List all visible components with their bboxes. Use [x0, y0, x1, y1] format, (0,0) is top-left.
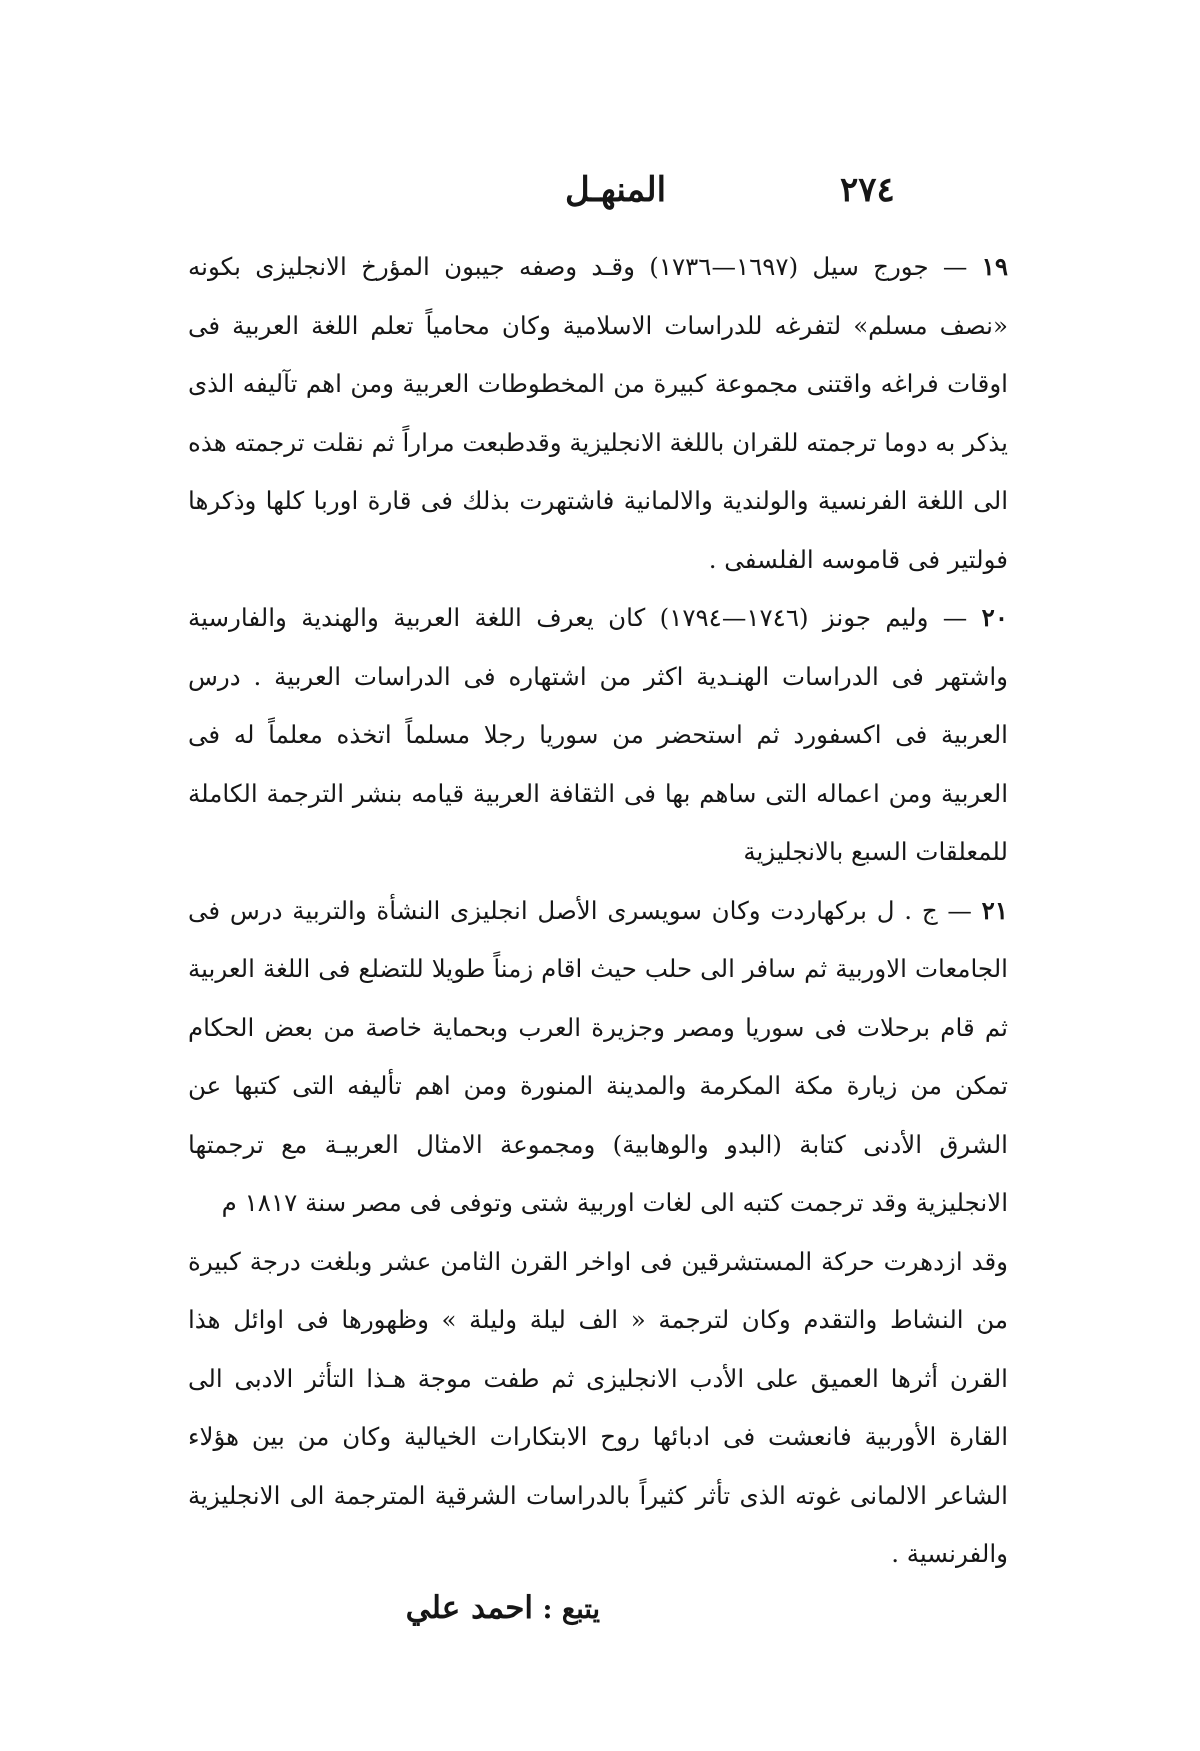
signature-line [300, 1590, 600, 1626]
entry-19 [188, 238, 1008, 589]
closing-paragraph: وقد ازدهرت حركة المستشرقين فى اواخر القرن الثامن عشر وبلغت درجة كبيرة من النشاط والتقدم وكان لترجمة « الف ليلة وليلة » وظهورها فى اوائل هذا القرن أثرها العميق على الأدب الانجليزى ثم طفت موجة هـذا التأثر الادبى الى القارة الأوربية فانعشت فى ادبائها روح الابتكارات الخيالية وكان من بين هؤلاء الشاعر الالمانى غوته الذى تأثر كثيراً بالدراسات الشرقية المترجمة الى الانجليزية والفرنسية . [188, 1246, 1008, 1568]
author-name: احمد علي [405, 1590, 534, 1626]
entry-text: — ج . ل بركهاردت وكان سويسرى الأصل انجليزى النشأة والتربية درس فى الجامعات الاوربية ثم سافر الى حلب حيث اقام زمناً طويلا للتضلع فى اللغة العربية ثم قام برحلات فى سوريا ومصر وجزيرة العرب وبحماية خاصة من بعض الحكام تمكن من زيارة مكة المكرمة والمدينة المنورة ومن اهم تأليفه التى كتبها عن الشرق الأدنى كتابة (البدو والوهابية) ومجموعة الامثال العربيـة مع ترجمتها الانجليزية وقد ترجمت كتبه الى لغات اوربية شتى وتوفى فى مصر سنة ١٨١٧ م [188, 895, 1008, 1217]
entry-text: — وليم جونز (١٧٤٦—١٧٩٤) كان يعرف اللغة العربية والهندية والفارسية واشتهر فى الدراسات الهنـدية اكثر من اشتهاره فى الدراسات العربية . درس العربية فى اكسفورد ثم استحضر من سوريا رجلا مسلماً اتخذه معلماً له فى العربية ومن اعماله التى ساهم بها فى الثقافة العربية قيامه بنشر الترجمة الكاملة للمعلقات السبع بالانجليزية [188, 603, 1008, 866]
entry-number: ١٩ [981, 252, 1008, 281]
entry-text: — جورج سيل (١٦٩٧—١٧٣٦) وقـد وصفه جيبون المؤرخ الانجليزى بكونه «نصف مسلم» لتفرغه للدراسات الاسلامية وكان محامياً تعلم اللغة العربية فى اوقات فراغه واقتنى مجموعة كبيرة من المخطوطات العربية ومن اهم تآليفه الذى يذكر به دوما ترجمته للقران باللغة الانجليزية وقدطبعت مراراً ثم نقلت ترجمته هذه الى اللغة الفرنسية والولندية والالمانية فاشتهرت بذلك فى قارة اوربا كلها وذكرها فولتير فى قاموسه الفلسفى . [188, 252, 1008, 574]
page-number: ٢٧٤ [840, 170, 895, 210]
entry-number: ٢٠ [981, 603, 1008, 632]
continued-label: يتبع : [542, 1594, 600, 1625]
entry-21 [188, 882, 1008, 1233]
running-title: المنهـل [565, 170, 667, 210]
page-header [0, 170, 1200, 230]
entry-20 [188, 589, 1008, 882]
article-body [188, 238, 1008, 1584]
entry-number: ٢١ [981, 895, 1008, 925]
